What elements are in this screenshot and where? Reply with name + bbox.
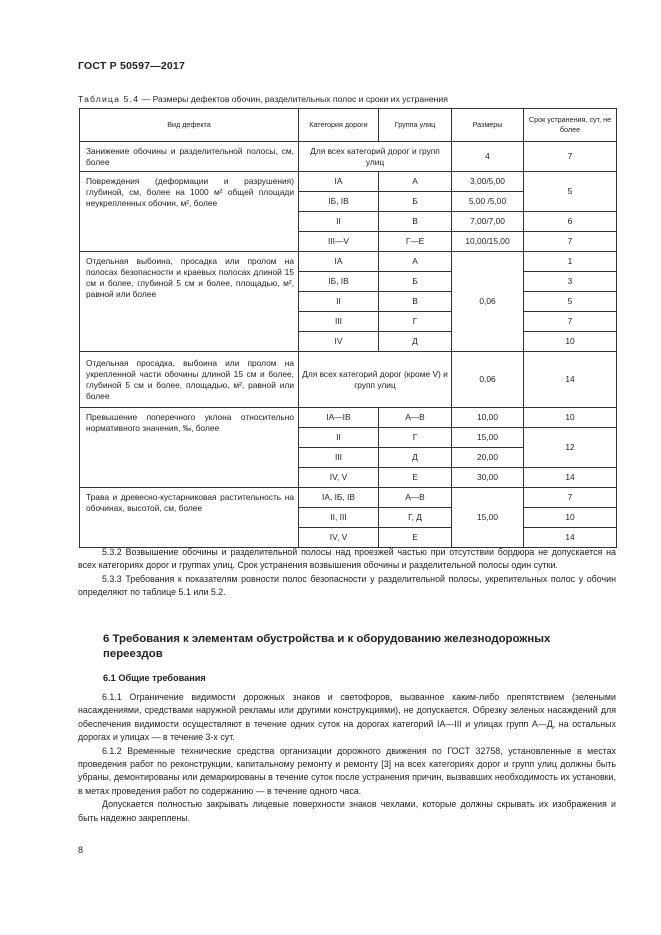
group-cell: Г <box>379 312 452 332</box>
category-cell: IБ, IB <box>299 272 379 292</box>
table-row <box>80 488 617 508</box>
category-cell: II <box>299 428 379 448</box>
table-caption <box>78 94 448 104</box>
table-header-row <box>80 109 617 142</box>
category-cell: II, III <box>299 508 379 528</box>
category-cell: IV, V <box>299 468 379 488</box>
term-cell: 7 <box>524 312 617 332</box>
size-cell: 0,06 <box>452 352 524 408</box>
header-size: Размеры <box>452 109 524 142</box>
size-cell: 15,00 <box>452 488 524 548</box>
size-cell: 10,00/15,00 <box>452 232 524 252</box>
size-cell: 30,00 <box>452 468 524 488</box>
size-cell: 15,00 <box>452 428 524 448</box>
term-cell: 3 <box>524 272 617 292</box>
table-row <box>80 408 617 428</box>
document-header: ГОСТ Р 50597—2017 <box>78 60 186 72</box>
category-cell: IV <box>299 332 379 352</box>
section-6-1-title: 6.1 Общие требования <box>103 673 206 683</box>
term-cell: 7 <box>524 142 617 172</box>
paragraph-group-6-1 <box>78 691 616 825</box>
category-cell: III <box>299 448 379 468</box>
defect-cell: Трава и древесно-кустарниковая растительность на обочинах, высотой, см, более <box>80 488 299 548</box>
header-category: Категория дороги <box>299 109 379 142</box>
paragraph-group-5-3 <box>78 546 616 600</box>
header-term: Срок устранения, сут, не более <box>524 109 617 142</box>
paragraph-5-3-2: 5.3.2 Возвышение обочины и разделительной полосы над проезжей частью при отсутствии бордюра не допускается на всех категориях дорог и группах улиц. Срок устранения возвышения обочины и разделительной полосы один сутки. <box>78 547 616 571</box>
group-cell: Е <box>379 468 452 488</box>
category-cell: IБ, IB <box>299 192 379 212</box>
table-row <box>80 252 617 272</box>
category-group-cell: Для всех категорий дорог (кроме V) и групп улиц <box>299 352 452 408</box>
group-cell: А—В <box>379 488 452 508</box>
term-cell: 1 <box>524 252 617 272</box>
category-cell: IA <box>299 172 379 192</box>
size-cell: 5,00 /5,00 <box>452 192 524 212</box>
section-6-title: 6 Требования к элементам обустройства и к оборудованию железнодорожных переездов <box>103 633 551 660</box>
header-defect: Вид дефекта <box>80 109 299 142</box>
category-cell: IA—IB <box>299 408 379 428</box>
paragraph-6-1-2: 6.1.2 Временные технические средства организации дорожного движения по ГОСТ 32758, установленные в местах проведения работ по реконструкции, капитальному ремонту и ремонту [3] на всех категориях дорог и групп улиц должны быть убраны, демонтированы или демаркированы в течение суток после устранения причин, вызвавших необходимость их установки, в метах проведения работ по содержанию — в течение одного часа. <box>78 745 616 796</box>
category-group-cell: Для всех категорий дорог и групп улиц <box>299 142 452 172</box>
term-cell: 7 <box>524 488 617 508</box>
paragraph-cover: Допускается полностью закрывать лицевые поверхности знаков чехлами, которые должны скрывать их изображения и быть надежно закреплены. <box>78 799 616 823</box>
category-cell: II <box>299 212 379 232</box>
size-cell: 20,00 <box>452 448 524 468</box>
table-caption-text: — Размеры дефектов обочин, разделительных полос и сроки их устранения <box>141 94 448 104</box>
group-cell: А <box>379 252 452 272</box>
term-cell: 5 <box>524 172 617 212</box>
table-row <box>80 352 617 408</box>
term-cell: 10 <box>524 408 617 428</box>
size-cell: 7,00/7,00 <box>452 212 524 232</box>
term-cell: 10 <box>524 508 617 528</box>
term-cell: 10 <box>524 332 617 352</box>
defect-cell: Отдельная выбоина, просадка или пролом на полосах безопасности и краевых полосах длиной 15 см и более, глубиной 5 см и более, площадью, м², равной или более <box>80 252 299 352</box>
term-cell: 14 <box>524 468 617 488</box>
group-cell: А <box>379 172 452 192</box>
defect-cell: Отдельная просадка, выбоина или пролом на укрепленной части обочины длиной 15 см и более, глубиной 5 см и более, площадью, м², равной или более <box>80 352 299 408</box>
table-row <box>80 172 617 192</box>
category-cell: IV, V <box>299 528 379 548</box>
defect-cell: Занижение обочины и разделительной полосы, см, более <box>80 142 299 172</box>
group-cell: В <box>379 292 452 312</box>
defect-cell: Превышение поперечного уклона относительно нормативного значения, ‰, более <box>80 408 299 488</box>
size-cell: 10,00 <box>452 408 524 428</box>
category-cell: III—V <box>299 232 379 252</box>
size-cell: 0,06 <box>452 252 524 352</box>
term-cell: 7 <box>524 232 617 252</box>
group-cell: Г <box>379 428 452 448</box>
term-cell: 14 <box>524 352 617 408</box>
term-cell: 14 <box>524 528 617 548</box>
category-cell: III <box>299 312 379 332</box>
category-cell: II <box>299 292 379 312</box>
term-cell: 12 <box>524 428 617 468</box>
table-row <box>80 142 617 172</box>
term-cell: 5 <box>524 292 617 312</box>
size-cell: 3,00/5,00 <box>452 172 524 192</box>
group-cell: А—В <box>379 408 452 428</box>
defect-cell: Повреждения (деформации и разрушения) глубиной, см, более на 1000 м² общей площади неукрепленных обочин, м², более <box>80 172 299 252</box>
table-label: Таблица 5.4 <box>78 94 140 104</box>
page-number: 8 <box>78 845 84 855</box>
category-cell: IA <box>299 252 379 272</box>
term-cell: 6 <box>524 212 617 232</box>
group-cell: Б <box>379 272 452 292</box>
size-cell: 4 <box>452 142 524 172</box>
category-cell: IA, IБ, IB <box>299 488 379 508</box>
group-cell: В <box>379 212 452 232</box>
paragraph-6-1-1: 6.1.1 Ограничение видимости дорожных знаков и светофоров, вызванное каким-либо препятствием (зелеными насаждениями, средствами наружной рекламы или другими конструкциями), не допускается. Обрезку зеленых насаждений для обеспечения видимости осуществляют в течение одних суток на дорогах категорий IA—III и улицах групп А—Д, на остальных дорогах и улицах — в течение 3-х сут. <box>78 692 616 743</box>
group-cell: Г—Е <box>379 232 452 252</box>
paragraph-5-3-3: 5.3.3 Требования к показателям ровности полос безопасности у разделительной полосы, укрепительных полос у обочин определяют по таблице 5.1 или 5.2. <box>78 573 616 598</box>
group-cell: Д <box>379 332 452 352</box>
group-cell: Б <box>379 192 452 212</box>
group-cell: Г, Д <box>379 508 452 528</box>
group-cell: Е <box>379 528 452 548</box>
defects-table <box>79 108 617 548</box>
group-cell: Д <box>379 448 452 468</box>
header-group: Группа улиц <box>379 109 452 142</box>
